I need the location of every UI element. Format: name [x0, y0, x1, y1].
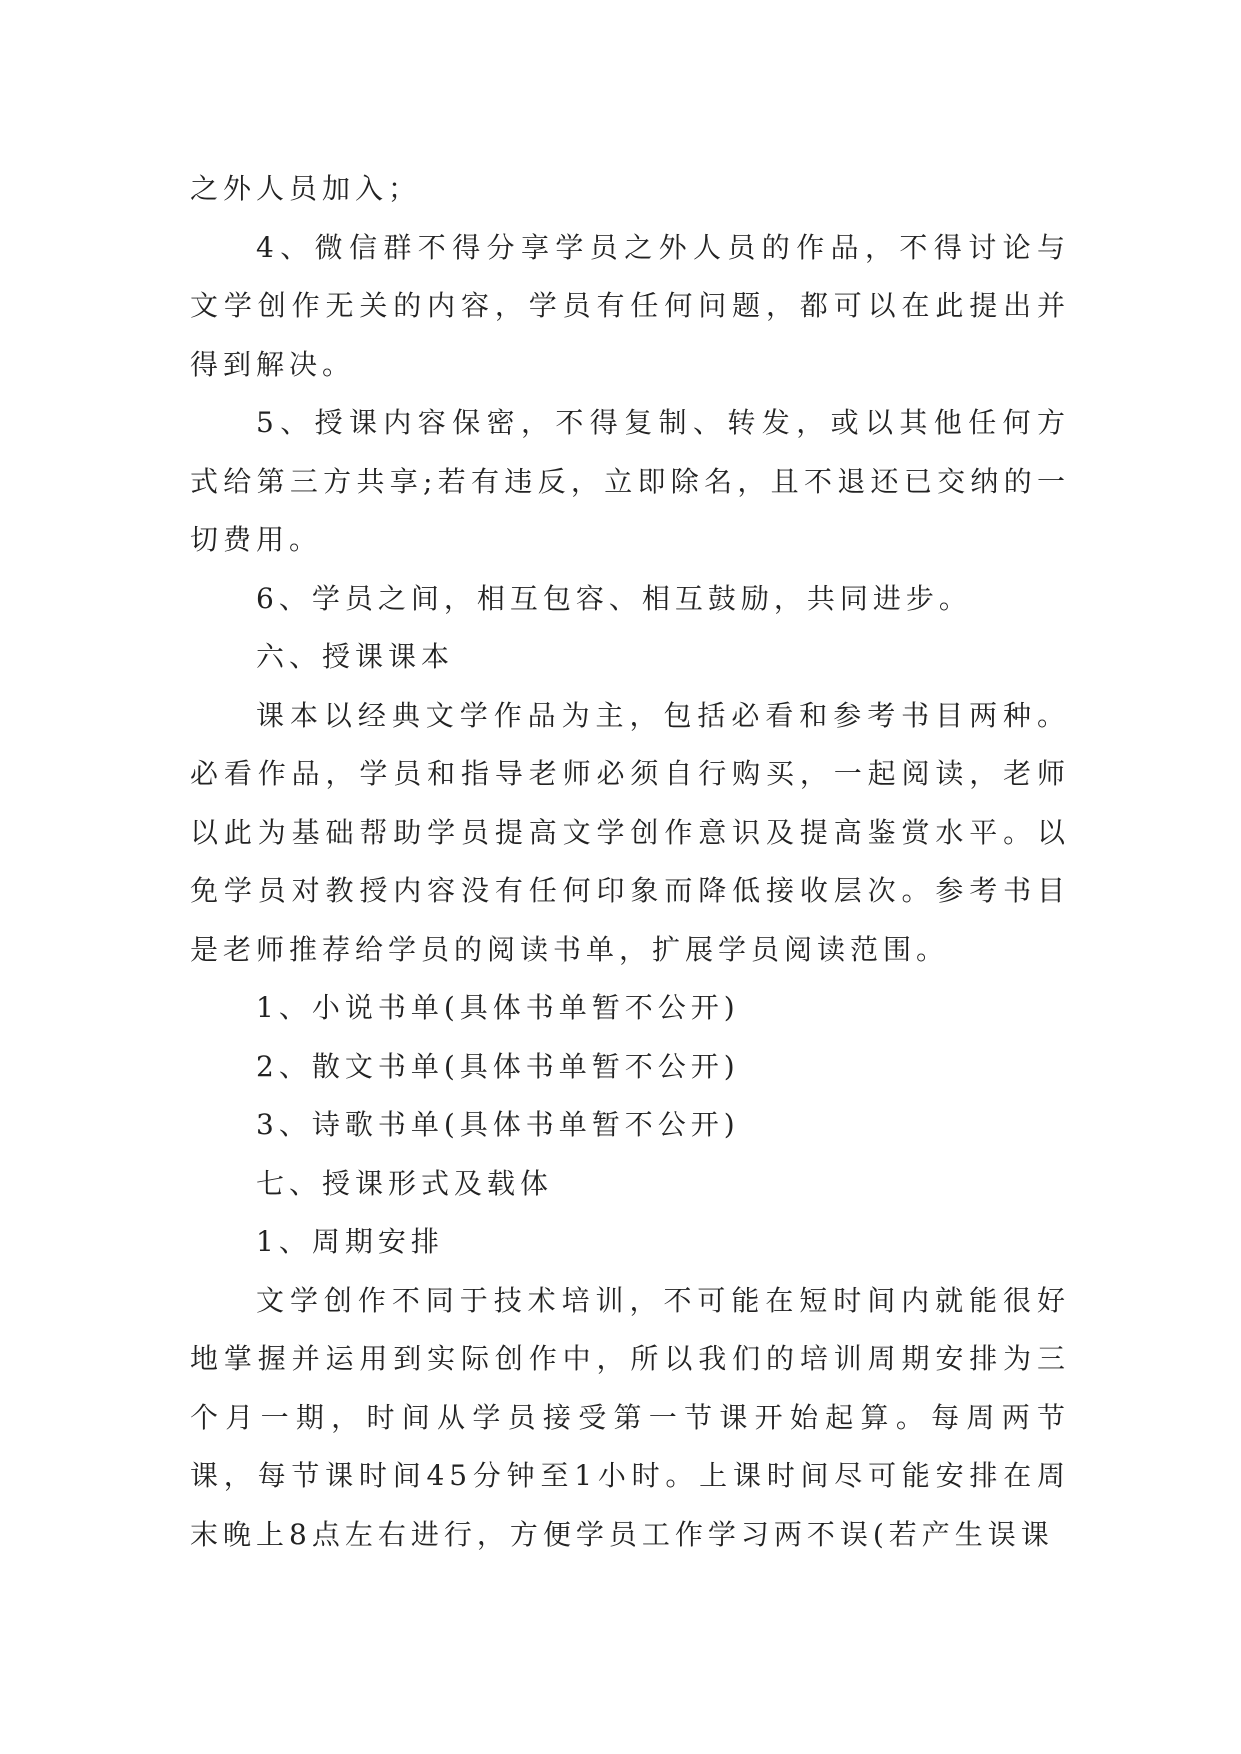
section-heading-textbooks: 六、授课课本	[256, 640, 455, 673]
subheading-schedule: 1、周期安排	[256, 1225, 444, 1258]
paragraph-rule-6: 6、学员之间，相互包容、相互鼓励，共同进步。	[256, 581, 972, 615]
paragraph-rule-5: 5、授课内容保密，不得复制、转发，或以其他任何方式给第三方共享;若有违反，立即除名，且不退还已交纳的一切费用。	[190, 406, 1070, 556]
list-item-prose-booklist: 2、散文书单(具体书单暂不公开)	[256, 1049, 740, 1083]
paragraph-rule-4: 4、微信群不得分享学员之外人员的作品，不得讨论与文学创作无关的内容，学员有任何问题，都可以在此提出并得到解决。	[190, 230, 1070, 381]
section-heading-format: 七、授课形式及载体	[256, 1166, 554, 1200]
list-item-poetry-booklist: 3、诗歌书单(具体书单暂不公开)	[256, 1108, 740, 1141]
document-body	[190, 160, 1070, 1564]
paragraph-textbooks-description: 课本以经典文学作品为主，包括必看和参考书目两种。必看作品，学员和指导老师必须自行购买，一起阅读，老师以此为基础帮助学员提高文学创作意识及提高鉴赏水平。以免学员对教授内容没有任何印象而降低接收层次。参考书目是老师推荐给学员的阅读书单，扩展学员阅读范围。	[190, 698, 1070, 966]
paragraph-continuation: 之外人员加入；	[190, 172, 422, 205]
paragraph-schedule-description: 文学创作不同于技术培训，不可能在短时间内就能很好地掌握并运用到实际创作中，所以我们的培训周期安排为三个月一期，时间从学员接受第一节课开始起算。每周两节课，每节课时间45分钟至1小时。上课时间尽可能安排在周末晚上8点左右进行，方便学员工作学习两不误(若产生误课	[190, 1283, 1070, 1551]
list-item-novel-booklist: 1、小说书单(具体书单暂不公开)	[256, 991, 740, 1024]
